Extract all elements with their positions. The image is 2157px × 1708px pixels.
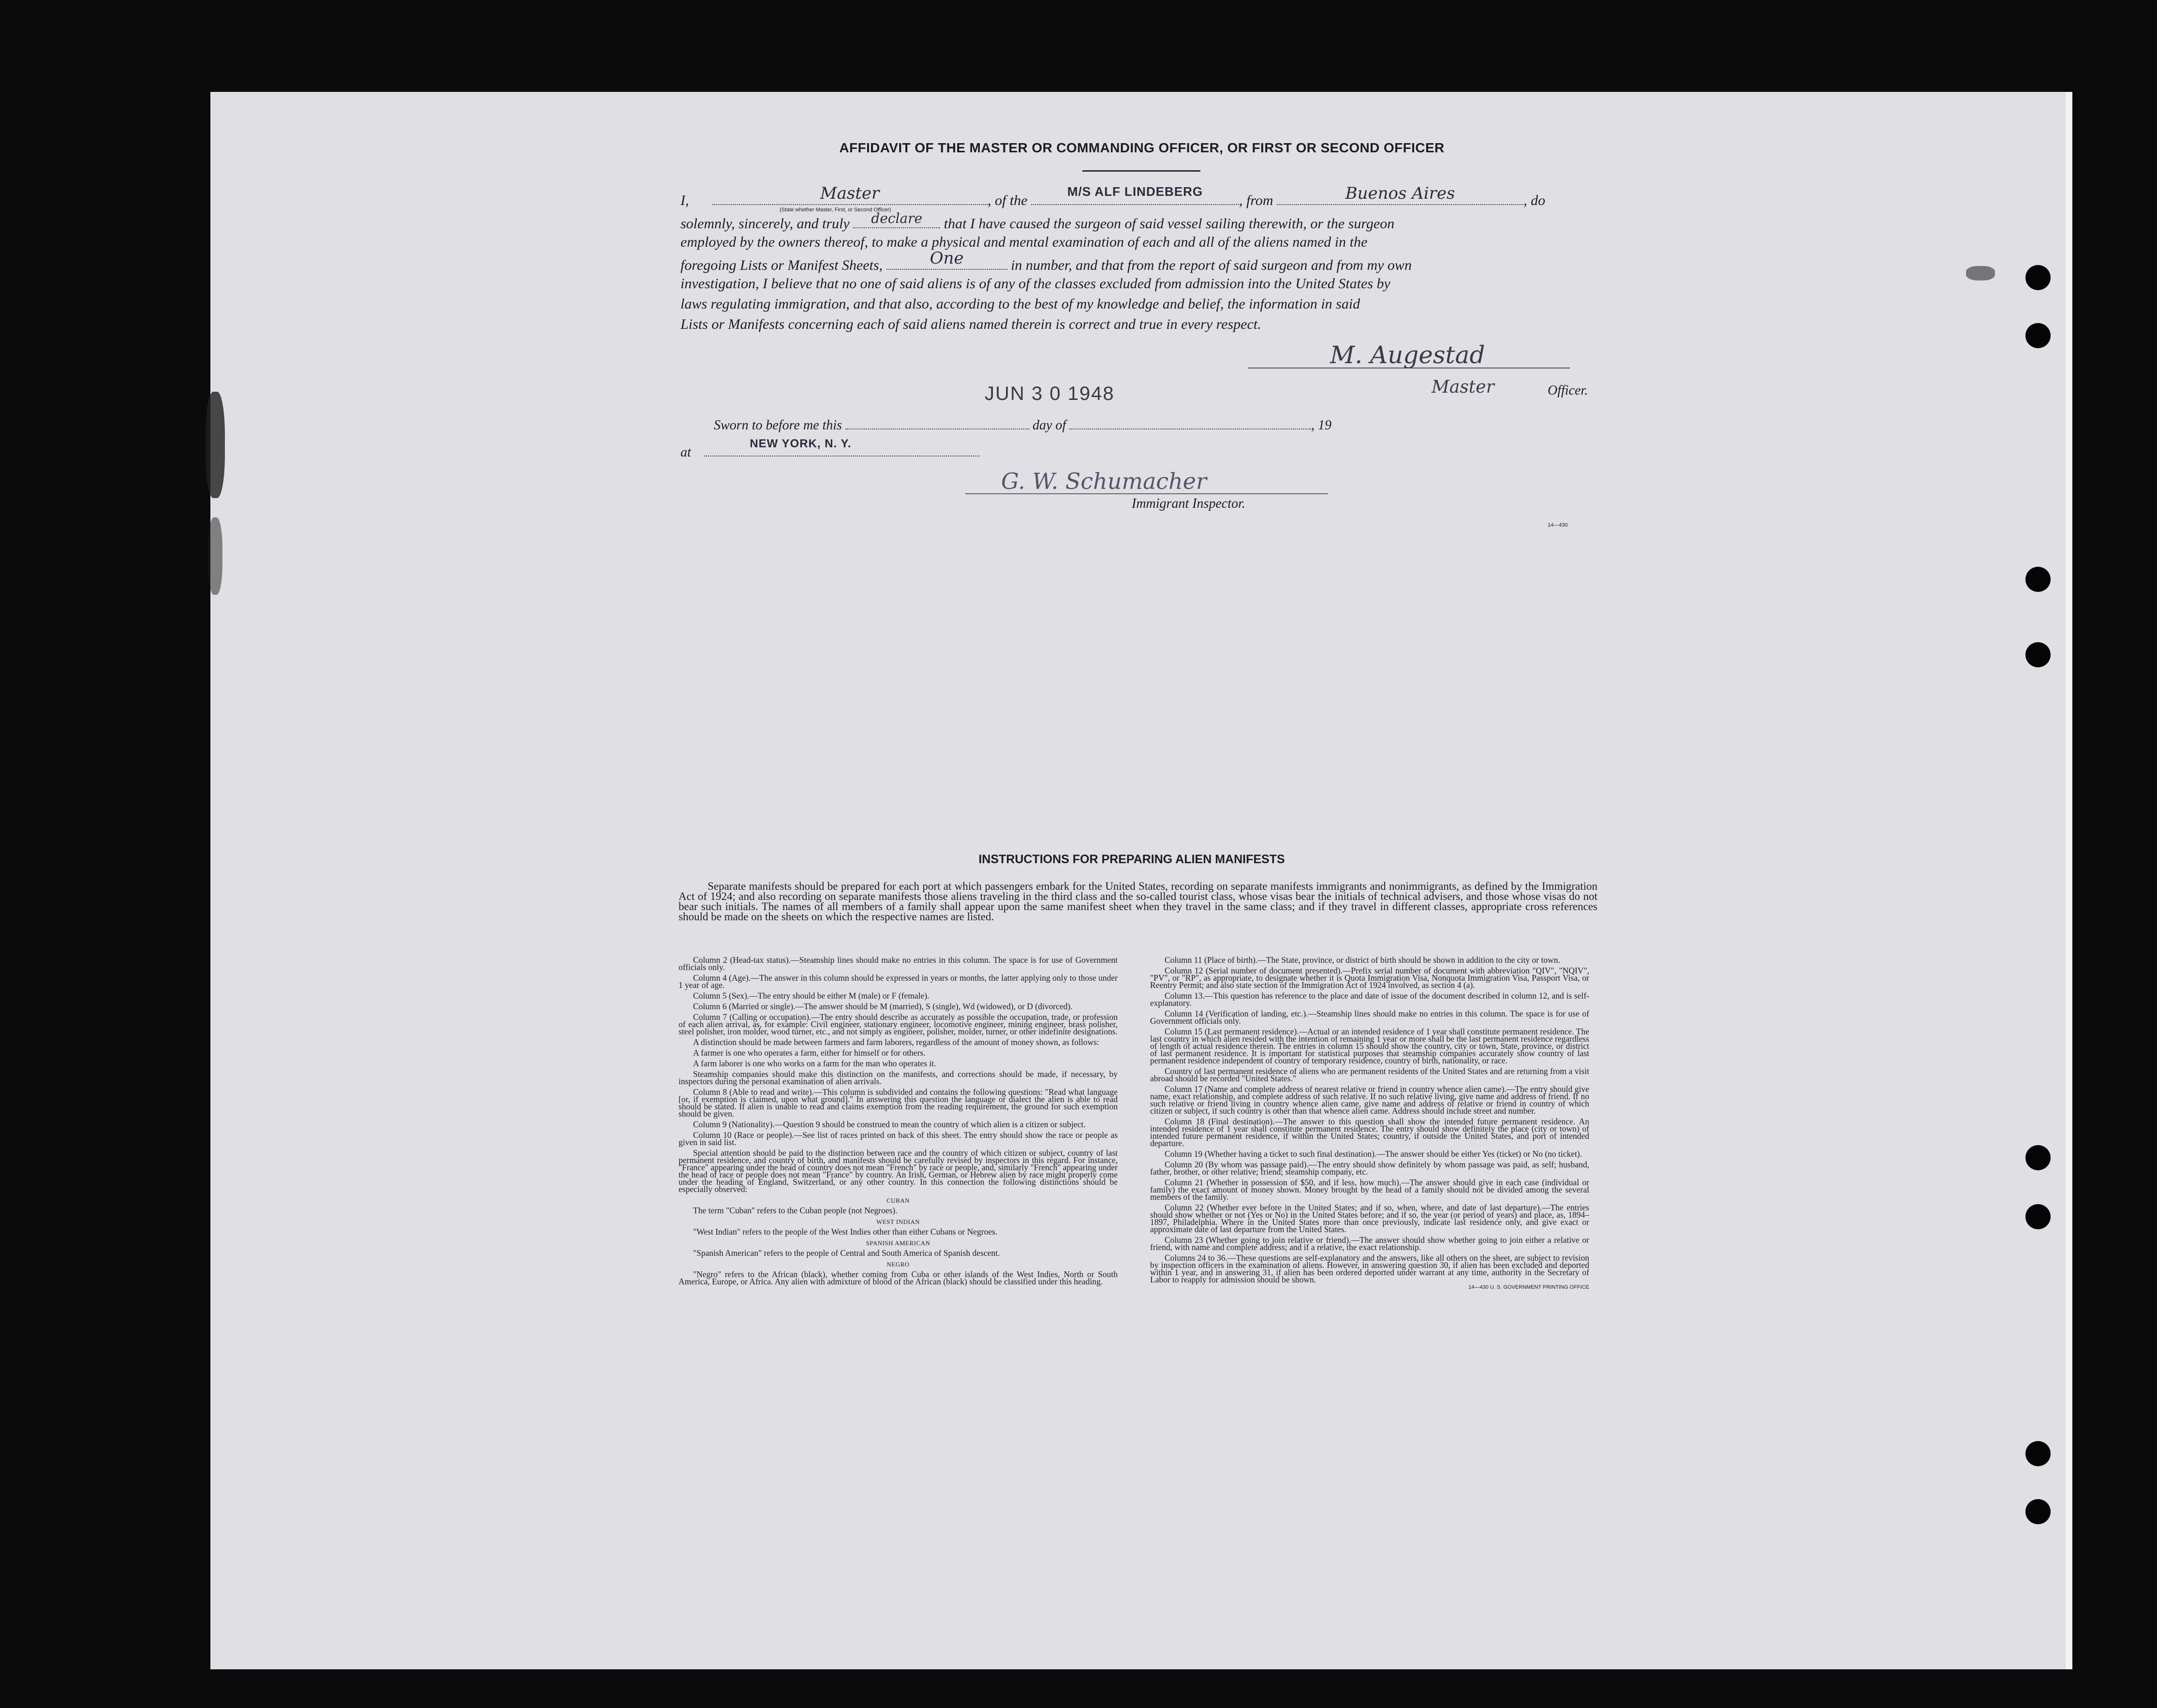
- port-from: Buenos Aires: [1345, 184, 1455, 203]
- heading-spanish-american: SPANISH AMERICAN: [866, 1239, 931, 1247]
- line4-text-b: in number, and that from the report of said surgeon and from my own: [1011, 257, 1412, 273]
- spanish-american-text: "Spanish American" refers to the people of Central and South America of Spanish descent.: [693, 1248, 1000, 1258]
- of-the-label: , of the: [988, 192, 1028, 208]
- instruction-paragraph: Column 18 (Final destination).—The answer to this question shall show the intended future permanent residence. An intended residence of 1 year shall constitute permanent residence. The entry should show definitely the place (city or town) of intended future permanent residence, if within the United States; country, if outside the United States, and port of intended departure.: [1150, 1117, 1589, 1148]
- officer-label: Officer.: [1548, 383, 1588, 398]
- instruction-paragraph: Column 2 (Head-tax status).—Steamship lines should make no entries in this column. The space is for use of Government officials only.: [679, 955, 1118, 972]
- affidavit-title: AFFIDAVIT OF THE MASTER OR COMMANDING OFFICER, OR FIRST OR SECOND OFFICER: [839, 140, 1445, 155]
- place-stamp: NEW YORK, N. Y.: [750, 437, 852, 450]
- day-of-label: day of: [1032, 418, 1066, 433]
- rank-blank: [712, 184, 988, 213]
- from-label: , from: [1239, 192, 1273, 208]
- instruction-paragraph: Column 20 (By whom was passage paid).—The entry should show definitely by whom passage was paid, as self; husband, father, brother, or other relative; friend; steamship company, etc.: [1150, 1160, 1589, 1177]
- inspector-label: Immigrant Inspector.: [1132, 496, 1245, 511]
- vessel-blank: [1031, 184, 1239, 205]
- instruction-paragraph: Column 19 (Whether having a ticket to such final destination).—The answer should be either Yes (ticket) or No (no ticket).: [1165, 1149, 1582, 1159]
- declaration-word: declare: [871, 210, 923, 226]
- place-blank: [704, 437, 980, 456]
- day-blank: [845, 414, 1029, 429]
- port-blank: [1277, 184, 1523, 205]
- heading-west-indian: WEST INDIAN: [876, 1218, 920, 1225]
- instruction-paragraph: Country of last permanent residence of aliens who are permanent residents of the United States and are returning from a visit abroad should be recorded "United States.": [1150, 1066, 1589, 1083]
- affidavit-line-3: employed by the owners thereof, to make a physical and mental examination of each and all of the aliens named in the: [680, 234, 1368, 250]
- officer-signature: M. Augestad: [1330, 341, 1485, 369]
- instruction-paragraph: Column 9 (Nationality).—Question 9 should be construed to mean the country of which alien is a citizen or subject.: [693, 1119, 1086, 1129]
- printer-note: 14—430 U. S. GOVERNMENT PRINTING OFFICE: [1468, 1284, 1589, 1290]
- affidavit-line-5: investigation, I believe that no one of said aliens is of any of the classes excluded from admission into the United States by: [680, 276, 1390, 292]
- at-label: at: [680, 445, 691, 460]
- instruction-paragraph: Column 4 (Age).—The answer in this column should be expressed in years or months, the latter applying only to those under 1 year of age.: [679, 973, 1118, 990]
- sworn-line: [714, 414, 1331, 433]
- sheet-count: One: [930, 249, 964, 268]
- year-label: , 19: [1311, 418, 1332, 433]
- date-stamp: JUN 3 0 1948: [985, 383, 1115, 404]
- instructions-title: INSTRUCTIONS FOR PREPARING ALIEN MANIFESTS: [978, 853, 1285, 866]
- scan-smudge: [208, 517, 222, 595]
- punch-hole: [2025, 323, 2051, 348]
- month-blank: [1069, 414, 1311, 429]
- instruction-paragraph: Column 11 (Place of birth).—The State, province, or district of birth should be shown in addition to the city or town.: [1165, 955, 1560, 965]
- west-indian-text: "West Indian" refers to the people of the West Indies other than either Cubans or Negroes.: [693, 1227, 998, 1237]
- cuban-text: The term "Cuban" refers to the Cuban people (not Negroes).: [693, 1206, 898, 1215]
- instruction-paragraph: Column 22 (Whether ever before in the United States; and if so, when, where, and date of last departure).—The entries should show whether or not (Yes or No) in the United States before; and if so, the year (or period of years) and place, as, 1894–1897, Philadelphia. Where in the United States more than once previously, indicate last residence only, and give exact or approximate date of last departure from the United States.: [1150, 1203, 1589, 1234]
- affidavit-line-1: [680, 184, 1546, 213]
- punch-hole: [2025, 1499, 2051, 1524]
- instruction-paragraph: Column 23 (Whether going to join relative or friend).—The answer should show whether going to join either a relative or friend, with name and complete address; and if a relative, the exact relationship.: [1150, 1235, 1589, 1252]
- instructions-right-column: [1150, 957, 1589, 1291]
- instruction-paragraph: Special attention should be paid to the distinction between race and the country of which citizen or subject, country of last permanent residence, and country of birth, and manifests should be carefully revised by inspectors in this regard. For instance, "France" appearing under the head of country does not mean "French" by race or people, and, similarly "French" appearing under the head of race or people does not mean "France" by country. An Irish, German, or Hebrew alien by race might properly come under the heading of England, Switzerland, or any other country. In this connection the following distinctions should be especially observed:: [679, 1148, 1118, 1194]
- sheet-count-blank: [886, 249, 1007, 270]
- scan-smudge: [206, 392, 225, 498]
- officer-title-written: Master: [1432, 377, 1494, 397]
- vessel-name: M/S ALF LINDEBERG: [1067, 184, 1203, 199]
- negro-text: "Negro" refers to the African (black), whether coming from Cuba or other islands of the West Indies, North or South America, Europe, or Africa. Any alien with admixture of blood of the African (black) should be classified under this heading.: [679, 1269, 1118, 1286]
- rank-caption: (State whether Master, First, or Second Officer): [780, 207, 891, 213]
- line4-text-a: foregoing Lists or Manifest Sheets,: [680, 257, 883, 273]
- instructions-left-column: [679, 957, 1118, 1289]
- affidavit-line-6: laws regulating immigration, and that also, according to the best of my knowledge and belief, the information in said: [680, 296, 1360, 312]
- officer-rank: Master: [820, 184, 880, 203]
- instruction-paragraph: Column 14 (Verification of landing, etc.).—Steamship lines should make no entries in this column. The space is for use of Government officials only.: [1150, 1009, 1589, 1026]
- instruction-paragraph: Column 6 (Married or single).—The answer should be M (married), S (single), Wd (widowed), or D (divorced).: [693, 1001, 1073, 1011]
- do-label: , do: [1523, 192, 1546, 208]
- affidavit-line-7: Lists or Manifests concerning each of said aliens named therein is correct and true in every respect.: [680, 316, 1261, 332]
- instruction-paragraph: Column 21 (Whether in possession of $50, and if less, how much).—The answer should give in each case (individual or family) the exact amount of money shown. Money brought by the head of a family should not be divided among the several members of the family.: [1150, 1178, 1589, 1202]
- declaration-blank: [853, 210, 940, 228]
- punch-hole: [2025, 642, 2051, 667]
- line2-text-a: solemnly, sincerely, and truly: [680, 216, 850, 232]
- instruction-paragraph: Column 12 (Serial number of document presented).—Prefix serial number of document with abbreviation "QIV", "NQIV", "PV", or "RP", as appropriate, to designate whether it is Quota Immigration Visa, Nonquota Immigration Visa, Passport Visa, or Reentry Permit; and also state section of the Immigration Act of 1924 involved, as section 4 (a).: [1150, 966, 1589, 990]
- punch-hole: [2025, 567, 2051, 592]
- heading-negro: NEGRO: [886, 1261, 910, 1268]
- instruction-paragraph: Column 13.—This question has reference to the place and date of issue of the document described in column 12, and is self-explanatory.: [1150, 991, 1589, 1008]
- at-line: [680, 437, 980, 460]
- sworn-label: Sworn to before me this: [714, 418, 842, 433]
- punch-hole: [2025, 1441, 2051, 1466]
- line2-text-b: that I have caused the surgeon of said vessel sailing therewith, or the surgeon: [944, 216, 1395, 232]
- instruction-paragraph: Column 5 (Sex).—The entry should be either M (male) or F (female).: [693, 991, 930, 1001]
- instruction-paragraph: Columns 24 to 36.—These questions are self-explanatory and the answers, like all others on the sheet, are subject to revision by inspection officers in the examination of aliens. However, in answering question 30, if alien has been excluded and deported within 1 year, and in answering 31, if alien has been ordered deported under warrant at any time, authority in the Secretary of Labor to reapply for admission should be shown.: [1150, 1253, 1589, 1284]
- form-number: 14—430: [1548, 522, 1568, 528]
- punch-hole: [2025, 1204, 2051, 1229]
- affidavit-line-4: [680, 249, 1412, 274]
- instruction-paragraph: Column 8 (Able to read and write).—This column is subdivided and contains the following questions: "Read what language [or, if exemption is claimed, upon what ground]." In answering this question the language or dialect the alien is able to read should be stated. If alien is unable to read and claims exemption from the reading requirement, the ground for such exemption should be given.: [679, 1087, 1118, 1119]
- instruction-paragraph: Column 17 (Name and complete address of nearest relative or friend in country whence alien came).—The entry should give name, exact relationship, and complete address of such relative. If no such relative living, give name and address of friend. If no such relative or friend living in country whence alien came, give name and address of relative or friend in country of which citizen or subject, if such country is other than that whence alien came. Address should include street and number.: [1150, 1084, 1589, 1116]
- i-label: I,: [680, 192, 689, 208]
- punch-hole: [2025, 265, 2051, 290]
- instruction-paragraph: A distinction should be made between farmers and farm laborers, regardless of the amount of money shown, as follows:: [693, 1037, 1099, 1047]
- title-rule: [1082, 170, 1200, 172]
- instruction-paragraph: Steamship companies should make this distinction on the manifests, and corrections should be made, if necessary, by inspectors during the personal examination of alien arrivals.: [679, 1069, 1118, 1086]
- instruction-paragraph: A farm laborer is one who works on a farm for the man who operates it.: [693, 1059, 936, 1068]
- instruction-paragraph: Column 7 (Calling or occupation).—The entry should describe as accurately as possible the occupation, trade, or profession of each alien arrival, as, for example: Civil engineer, stationary engineer, locomotive engineer, mining engineer, brass polisher, steel polisher, iron molder, wood turner, etc., and not simply as engineer, polisher, molder, turner, or other indefinite designations.: [679, 1012, 1118, 1036]
- punch-hole: [2025, 1145, 2051, 1170]
- inspector-signature: G. W. Schumacher: [1001, 468, 1207, 494]
- heading-cuban: CUBAN: [886, 1197, 910, 1204]
- instruction-paragraph: Column 15 (Last permanent residence).—Actual or an intended residence of 1 year shall constitute permanent residence. The last country in which alien resided with the intention of remaining 1 year or more shall be the last permanent residence regardless of length of actual residence therein. The entries in column 15 should show the country, city or town, State, province, or district of last permanent residence. It is important for statistical purposes that steamship companies accurately show country of last permanent residence independent of country of temporary residence, country of birth, nationality, or race.: [1150, 1027, 1589, 1065]
- instructions-intro: Separate manifests should be prepared for each port at which passengers embark for the United States, recording on separate manifests immigrants and nonimmigrants, as defined by the Immigration Act of 1924; and also recording on separate manifests those aliens traveling in the third class and the so-called tourist class, whose visas bear the initials of technical advisers, and those whose visas do not bear such initials. The names of all members of a family shall appear upon the same manifest sheet when they travel in the same class; and if they travel in different classes, appropriate cross references should be made on the sheets on which the respective names are listed.: [679, 880, 1597, 923]
- scan-smudge: [1966, 266, 1995, 280]
- instruction-paragraph: A farmer is one who operates a farm, either for himself or for others.: [693, 1048, 926, 1058]
- instruction-paragraph: Column 10 (Race or people).—See list of races printed on back of this sheet. The entry should show the race or people as given in said list.: [679, 1130, 1118, 1147]
